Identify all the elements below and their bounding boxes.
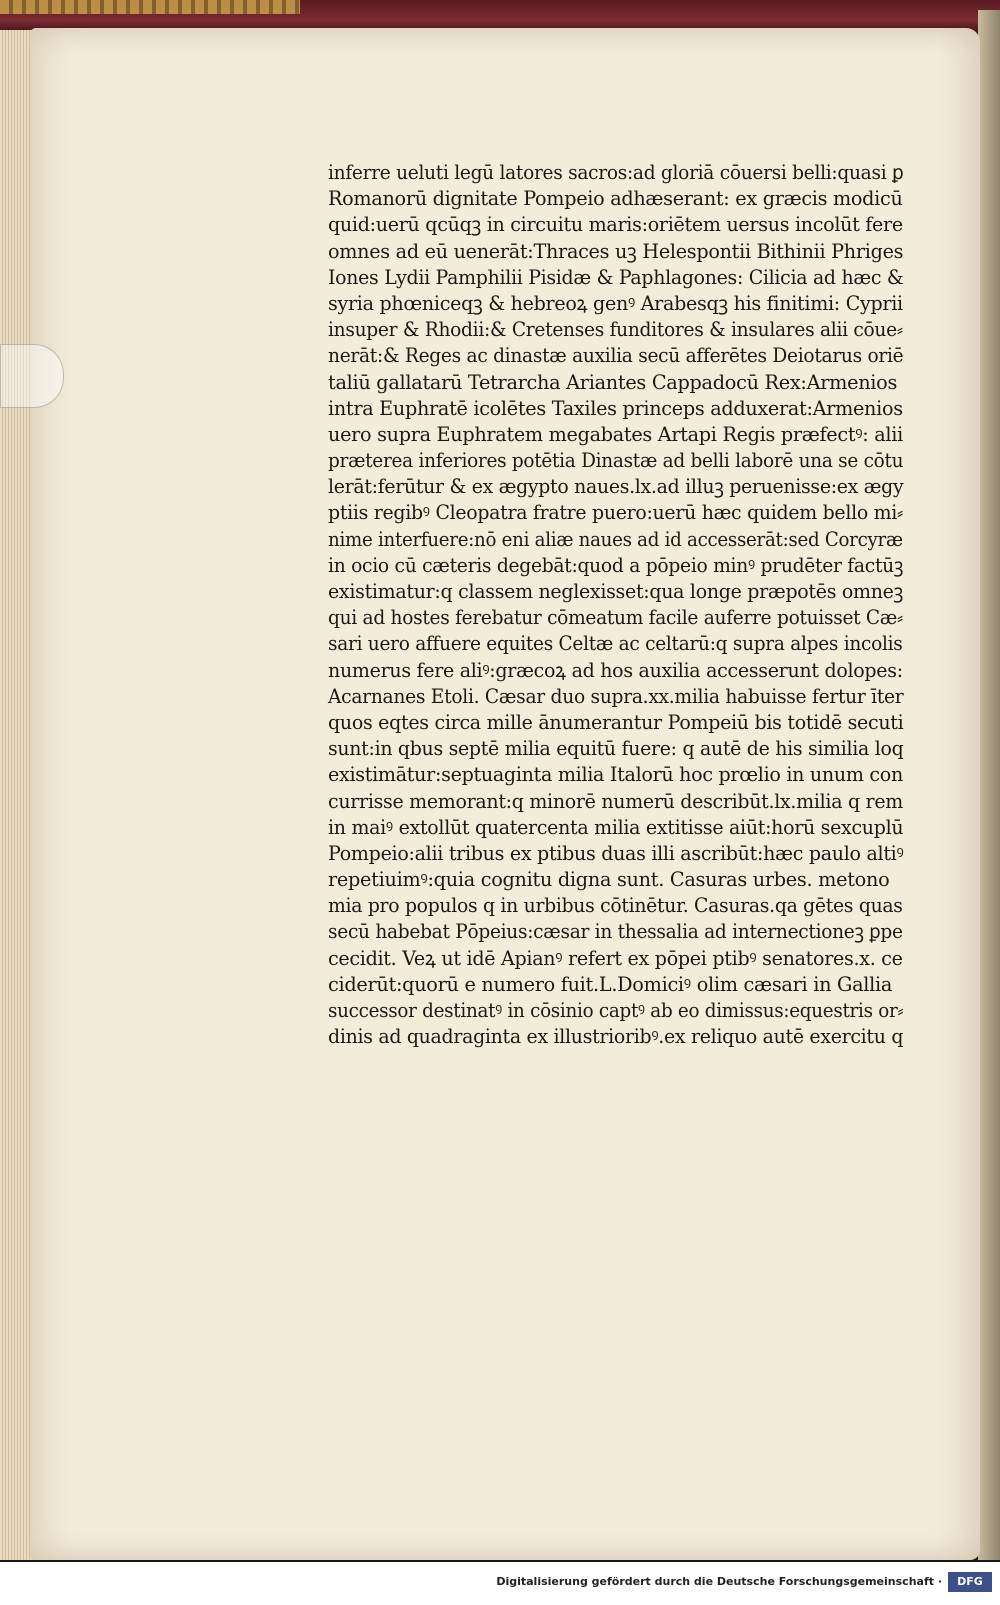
text-line: lerāt:ferūtur & ex ægypto naues.lx.ad illuꝫ peruenisse:ex ægy	[328, 475, 904, 499]
text-line: in ocio cū cæteris degebāt:quod a pōpeio minꝰ prudēter factūꝫ	[328, 553, 904, 577]
text-line: in maiꝰ extollūt quatercenta milia extitisse aiūt:horū sexcuplū	[328, 815, 904, 839]
text-line: taliū gallatarū Tetrarcha Ariantes Cappadocū Rex:Armenios	[328, 370, 898, 394]
text-line: syria phœniceqꝫ & hebreoꝝ genꝰ Arabesqꝫ his finitimi: Cyprii	[328, 291, 903, 315]
text-line: Acarnanes Etoli. Cæsar duo supra.xx.milia habuisse fertur īter	[328, 684, 904, 708]
text-line: inferre ueluti legū latores sacros:ad gloriā cōuersi belli:quasi ꝑ	[328, 161, 904, 184]
text-line: secū habebat Pōpeius:cæsar in thessalia ad internectioneꝫ ꝑpe	[328, 920, 903, 944]
text-line: mia pro populos q in urbibus cōtinētur. Casuras.qa gētes quas	[328, 894, 903, 918]
text-line: sari uero affuere equites Celtæ ac celtarū:q supra alpes incolis	[328, 632, 903, 656]
text-line: nerāt:& Reges ac dinastæ auxilia secū afferētes Deiotarus oriē	[328, 344, 904, 368]
text-line: sunt:in qbus septē milia equitū fuere: q autē de his similia loq	[328, 737, 904, 761]
text-line: Iones Lydii Pamphilii Pisidæ & Paphlagones: Cilicia ad hæc &	[328, 265, 904, 289]
text-line: præterea inferiores potētia Dinastæ ad belli laborē una se cōtu	[328, 449, 904, 473]
text-line: uero supra Euphratem megabates Artapi Regis præfectꝰ: alii	[328, 422, 903, 446]
dfg-logo: DFG	[948, 1572, 992, 1592]
text-line: Pompeio:alii tribus ex ptibus duas illi ascribūt:hæc paulo altiꝰ	[328, 841, 904, 865]
text-line: existimatur:q classem neglexisset:qua longe præpotēs omneꝫ	[328, 580, 903, 603]
footer-bar	[0, 1562, 1000, 1605]
footer-credit: Digitalisierung gefördert durch die Deutsche Forschungsgemeinschaft ·	[496, 1575, 942, 1588]
text-line: quid:uerū qcūqꝫ in circuitu maris:oriētem uersus incolūt fere	[328, 213, 903, 237]
text-line: omnes ad eū uenerāt:Thraces uꝫ Helespontii Bithinii Phriges	[328, 239, 904, 263]
text-block	[328, 160, 910, 1050]
text-line: qui ad hostes ferebatur cōmeatum facile auferre potuisset Cæ⸗	[328, 606, 903, 630]
page-clip	[0, 344, 64, 408]
text-line: insuper & Rhodii:& Cretenses funditores & insulares alii cōue⸗	[328, 318, 903, 342]
text-line: dinis ad quadraginta ex illustrioribꝰ.ex reliquo autē exercitu q	[328, 1025, 904, 1049]
text-line: numerus fere aliꝰ:græcoꝝ ad hos auxilia accesserunt dolopes:	[328, 658, 903, 682]
text-line: existimātur:septuaginta milia Italorū hoc prœlio in unum con	[328, 763, 903, 787]
gilt-ornament	[0, 0, 300, 14]
text-line: intra Euphratē icolētes Taxiles princeps adduxerat:Armenios	[328, 396, 903, 420]
text-line: ptiis regibꝰ Cleopatra fratre puero:uerū hæc quidem bello mi⸗	[328, 501, 904, 525]
book-edge-right	[978, 10, 1000, 1560]
text-line: cecidit. Veꝝ ut idē Apianꝰ refert ex pōpei ptibꝰ senatores.x. ce	[328, 946, 903, 970]
text-line: nime interfuere:nō eni aliæ naues ad id accesserāt:sed Corcyræ	[328, 527, 903, 551]
text-line: successor destinatꝰ in cōsinio captꝰ ab eo dimissus:equestris or⸗	[328, 999, 904, 1022]
text-line: repetiuimꝰ:quia cognitu digna sunt. Casuras urbes. metono	[328, 868, 890, 892]
text-line: currisse memorant:q minorē numerū describūt.lx.milia q rem	[328, 789, 903, 813]
text-line: ciderūt:quorū e numero fuit.L.Domiciꝰ olim cæsari in Gallia	[328, 972, 893, 996]
text-line: Romanorū dignitate Pompeio adhæserant: ex græcis modicū	[328, 187, 903, 211]
text-line: quos eqtes circa mille ānumerantur Pompeiū bis totidē secuti	[328, 710, 904, 734]
